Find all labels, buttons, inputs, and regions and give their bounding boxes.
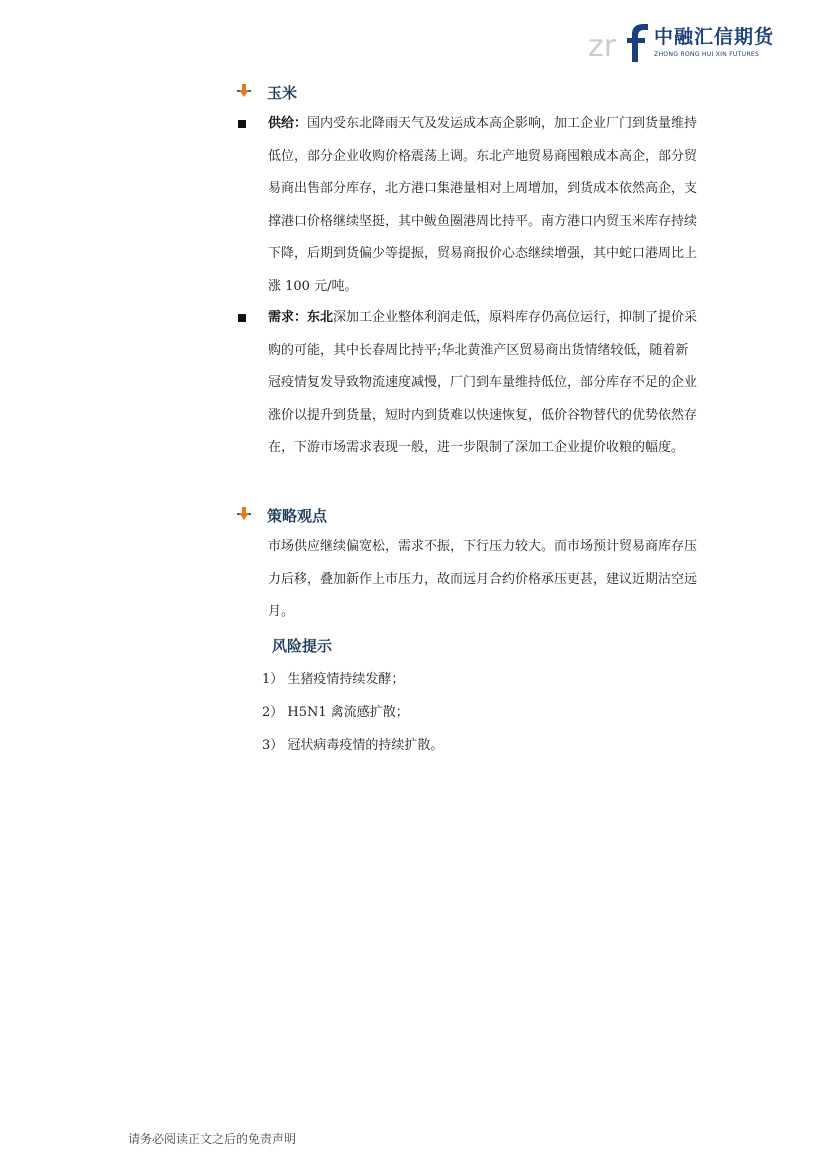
company-logo bbox=[588, 20, 778, 64]
supply-text: 国内受东北降雨天气及发运成本高企影响，加工企业厂门到货量维持低位，部分企业收购价格震荡上调。东北产地贸易商囤粮成本高企，部分贸易商出售部分库存，北方港口集港量相对上周增加，到货成本依然高企，支撑港口价格继续坚挺，其中鲅鱼圈港周比持平。南方港口内贸玉米库存持续下降，后期到货偏少等提振，贸易商报价心态继续增强，其中蛇口港周比上涨 100 元/吨。 bbox=[268, 116, 698, 294]
footer-disclaimer: 请务必阅读正文之后的免责声明 bbox=[128, 1132, 297, 1146]
arrow-down-icon bbox=[237, 84, 251, 98]
svg-text:zr: zr bbox=[588, 29, 617, 64]
section-title-corn: 玉米 bbox=[267, 84, 298, 102]
section-title-strategy: 策略观点 bbox=[267, 507, 328, 525]
section-title-risk: 风险提示 bbox=[272, 637, 333, 655]
logo-chinese-name: 中融汇信期货 bbox=[654, 26, 775, 48]
supply-paragraph bbox=[268, 108, 698, 303]
square-bullet-icon bbox=[238, 120, 246, 128]
risk-item: 2） H5N1 禽流感扩散； bbox=[262, 705, 409, 720]
demand-paragraph bbox=[268, 302, 698, 465]
square-bullet-icon bbox=[238, 314, 246, 322]
risk-item: 3） 冠状病毒疫情的持续扩散。 bbox=[262, 738, 444, 753]
logo-english-name: ZHONG RONG HUI XIN FUTURES bbox=[654, 51, 760, 58]
supply-lead: 供给： bbox=[268, 116, 308, 131]
risk-item: 1） 生猪疫情持续发酵； bbox=[262, 672, 405, 687]
strategy-paragraph: 市场供应继续偏宽松，需求不振，下行压力较大。而市场预计贸易商库存压力后移，叠加新作上市压力，故而远月合约价格承压更甚，建议近期沽空远月。 bbox=[268, 539, 698, 619]
demand-text: 深加工企业整体利润走低，原料库存仍高位运行，抑制了提价采购的可能，其中长春周比持平;华北黄淮产区贸易商出货情绪较低，随着新冠疫情复发导致物流速度减慢，厂门到车量维持低位，部分库存不足的企业涨价以提升到货量，短时内到货难以快速恢复，低价谷物替代的优势依然存在，下游市场需求表现一般，进一步限制了深加工企业提价收粮的幅度。 bbox=[268, 310, 698, 455]
zrf-logo-mark bbox=[588, 20, 650, 64]
arrow-down-icon bbox=[237, 507, 251, 521]
demand-lead: 需求：东北 bbox=[268, 310, 334, 325]
